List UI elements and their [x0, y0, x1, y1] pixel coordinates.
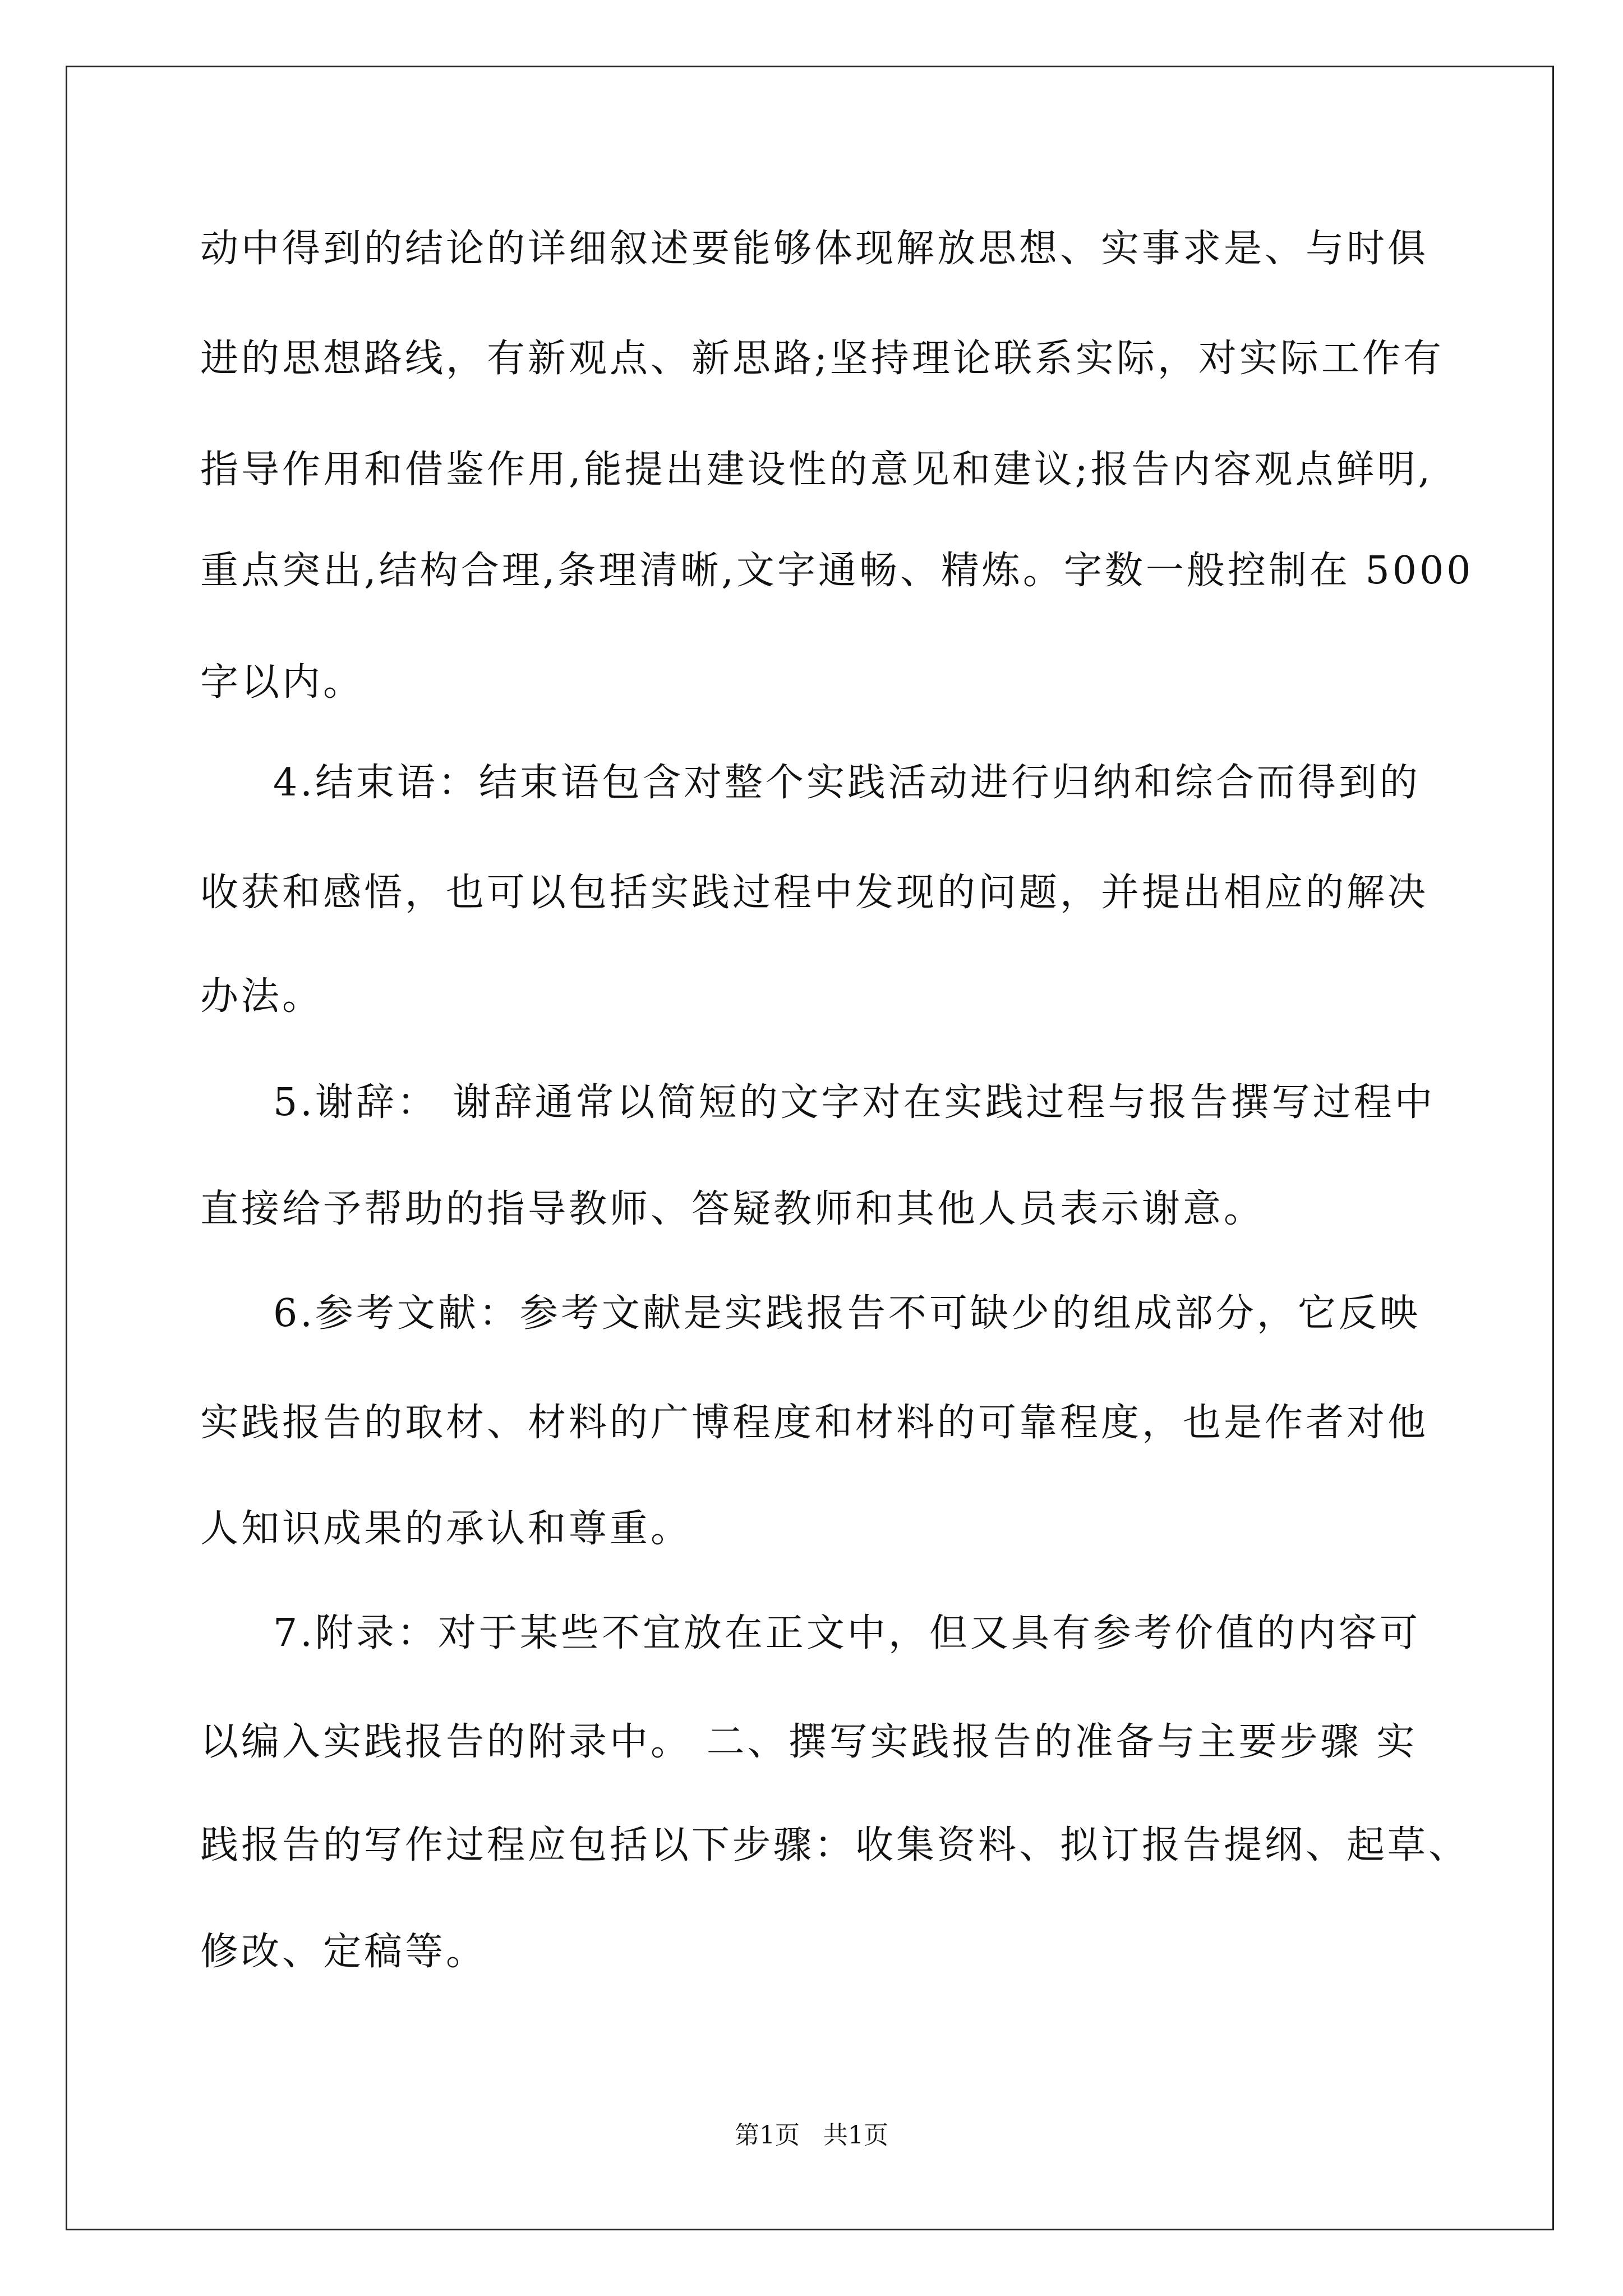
body-line: 5.谢辞： 谢辞通常以简短的文字对在实践过程与报告撰写过程中	[273, 1080, 1436, 1125]
page-border	[66, 66, 1554, 2230]
body-line: 修改、定稿等。	[200, 1930, 487, 1974]
body-line: 重点突出,结构合理,条理清晰,文字通畅、精炼。字数一般控制在 5000	[200, 549, 1474, 593]
body-line: 指导作用和借鉴作用,能提出建设性的意见和建议;报告内容观点鲜明,	[200, 448, 1433, 492]
body-line: 办法。	[200, 974, 324, 1019]
page-footer: 第1页 共1页	[735, 2121, 888, 2150]
body-line: 进的思想路线，有新观点、新思路;坚持理论联系实际，对实际工作有	[200, 337, 1444, 381]
body-line: 以编入实践报告的附录中。 二、撰写实践报告的准备与主要步骤 实	[200, 1720, 1418, 1764]
body-line: 践报告的写作过程应包括以下步骤：收集资料、拟订报告提纲、起草、	[200, 1823, 1470, 1867]
body-line: 7.附录：对于某些不宜放在正文中，但又具有参考价值的内容可	[273, 1611, 1421, 1655]
body-line: 收获和感悟，也可以包括实践过程中发现的问题，并提出相应的解决	[200, 871, 1429, 915]
body-line: 直接给予帮助的指导教师、答疑教师和其他人员表示谢意。	[200, 1187, 1265, 1231]
body-line: 动中得到的结论的详细叙述要能够体现解放思想、实事求是、与时俱	[200, 227, 1429, 271]
body-line: 字以内。	[200, 660, 365, 705]
body-line: 6.参考文献：参考文献是实践报告不可缺少的组成部分，它反映	[273, 1291, 1421, 1336]
body-line: 实践报告的取材、材料的广博程度和材料的可靠程度，也是作者对他	[200, 1401, 1429, 1445]
body-line: 人知识成果的承认和尊重。	[200, 1507, 692, 1551]
body-line: 4.结束语：结束语包含对整个实践活动进行归纳和综合而得到的	[273, 761, 1421, 805]
